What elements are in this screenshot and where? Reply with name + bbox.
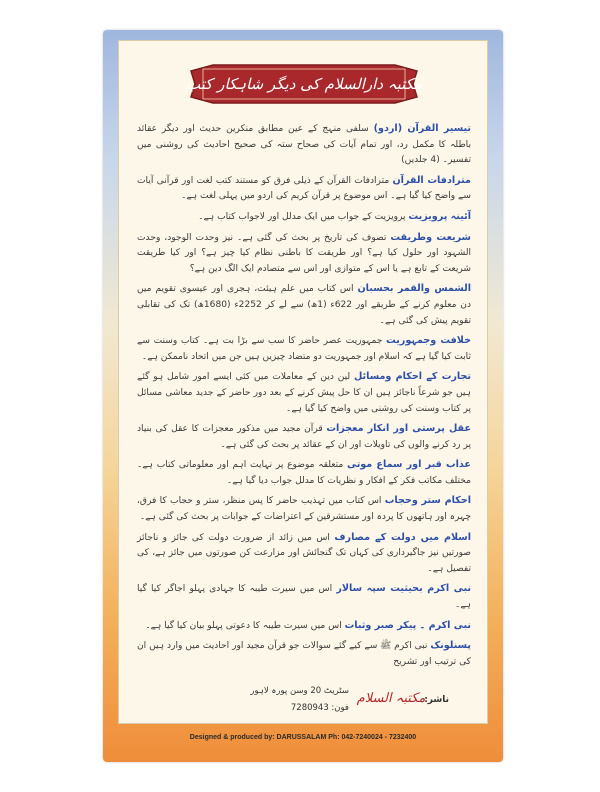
- design-credit: Designed & produced by: DARUSSALAM Ph: 042-7240024 - 7232400: [189, 734, 417, 741]
- book-entry: [137, 581, 471, 613]
- book-title: تجارت کے احکام ومسائل: [353, 371, 471, 383]
- book-title: احکام ستر وحجاب: [384, 495, 471, 507]
- book-description: مترادفات القرآن کے ذیلی فرق کو مستند کتب لغت اور قرآنی آیات سے واضح کیا گیا ہے۔ اس موضوع پر قرآن کریم کی اردو میں پہلی لغت ہے۔: [137, 175, 471, 202]
- book-entry: [137, 209, 471, 226]
- book-title: نبی اکرم بحیثیت سپہ سالار: [336, 583, 471, 595]
- title-banner: [185, 61, 423, 107]
- book-entry: [137, 333, 471, 365]
- book-title: عقل پرستی اور انکار معجزات: [326, 423, 471, 435]
- book-description: اس کتاب میں تہذیب حاضر کا پس منظر، ستر و حجاب کا فرق، چہرہ اور ہاتھوں کا پردہ اور مستشرقین کے اعتراضات کے جوابات پر بحث کی گئی ہے۔: [137, 496, 471, 523]
- book-back-cover: [103, 30, 503, 762]
- book-entry: [137, 457, 471, 489]
- book-entry: [137, 121, 471, 169]
- publisher-phone: فون: 7280943: [290, 703, 349, 713]
- publisher-label: ناشر:: [424, 695, 449, 705]
- book-description: سلفی منہج کے عین مطابق منکرین حدیث اور دیگر عقائد باطلہ کا مکمل رد، اور تمام آیات کی صحاح ستہ کی صحیح احادیث کی روشنی میں تفسیر۔ (4 جلدیں): [137, 124, 471, 166]
- book-description: اس میں سیرت طیبہ کا جہادی پہلو اجاگر کیا گیا ہے۔: [137, 584, 471, 611]
- book-description: اس میں سیرت طیبہ کا دعوتی پہلو بیان کیا گیا ہے۔: [145, 620, 342, 631]
- book-description: پرویزیت کے جواب میں ایک مدلل اور لاجواب کتاب ہے۔: [198, 211, 406, 222]
- book-description: جمہوریت عصر حاضر کا سب سے بڑا بت ہے۔ کتاب وسنت سے ثابت کیا گیا ہے کہ اسلام اور جمہوریت دو متضاد چیزیں ہیں جن میں اتحاد ناممکن ہے۔: [137, 336, 471, 362]
- book-entry: [137, 493, 471, 525]
- book-title: تیسیر القرآن (اردو): [373, 123, 471, 134]
- book-title: آئینہ پرویزیت: [408, 210, 471, 222]
- book-entry: [137, 230, 471, 278]
- book-entry: [137, 369, 471, 417]
- book-title: شریعت وطریقت: [390, 231, 471, 243]
- book-description: لین دین کے معاملات میں کئی ایسے امور شامل ہو گئے ہیں جو شرعاً ناجائز ہیں ان کا حل پیش کرنے کے بعد دور حاضر کے جدید معاشی مسائل پر کتاب وسنت کی روشنی میں واضح کیا گیا ہے۔: [137, 372, 471, 414]
- book-entry: [137, 638, 471, 670]
- book-title: نبی اکرم ۔ پیکر صبر وثبات: [344, 619, 471, 631]
- book-title: پسنلونک: [430, 640, 471, 652]
- publisher-block: [159, 681, 449, 729]
- book-description: تصوف کی تاریخ پر بحث کی گئی ہے۔ نیز وحدت الوجود، وحدت الشہود اور حلول کیا ہے؟ اور طریقت کا باطنی نظام کیا چیز ہے؟ اور کیا طریقت شریعت کے تابع ہے یا اس کے متوازی اور اس سے متصادم ایک الگ دین ہے؟: [137, 232, 471, 274]
- book-description: نبی اکرم ﷺ سے کیے گئے سوالات جو قرآن مجید اور احادیث میں وارد ہیں ان کی ترتیب اور تشریح: [137, 641, 471, 667]
- publisher-address: سٹریٹ 20 وسن پورہ لاہور: [250, 686, 349, 696]
- book-entry: [137, 281, 471, 329]
- book-entry: [137, 618, 471, 635]
- book-description: اس کتاب میں علم ہیئت، ہجری اور عیسوی تقویم میں دن معلوم کرنے کے طریقے اور 622ء (1ھ) سے لے کر 2252ء (1680ھ) تک کی تقابلی تقویم پیش کی گئی ہے۔: [137, 284, 472, 326]
- book-entry: [137, 421, 471, 453]
- book-title: اسلام میں دولت کے مصارف: [334, 531, 471, 543]
- book-description: متعلقہ موضوع پر نہایت اہم اور معلوماتی کتاب ہے۔ مختلف مکاتب فکر کے افکار و نظریات کا مدلل جواب دیا گیا ہے۔: [137, 460, 471, 486]
- book-description: اس میں زائد از ضرورت دولت کی جائز و ناجائز صورتیں نیز جاگیرداری کی کہاں تک گنجائش اور مزارعت کن صورتوں میں جائز ہے، کی تفصیل ہے۔: [137, 532, 471, 574]
- book-entry: [137, 530, 471, 578]
- banner-title: مکتبہ دارالسلام کی دیگر شاہکار کتب: [186, 75, 422, 93]
- book-list: [137, 121, 471, 674]
- book-title: عذاب قبر اور سماع موتی: [346, 459, 471, 471]
- book-description: قرآن مجید میں مذکور معجزات کا عقل کی بنیاد پر رد کرنے والوں کی تاویلات اور ان کے عقائد پر بحث کی گئی ہے۔: [137, 424, 471, 450]
- book-title: مترادفات القرآن: [392, 174, 471, 186]
- book-title: الشمس والقمر بحسبان: [357, 283, 471, 295]
- book-entry: [137, 173, 471, 205]
- content-panel: [118, 40, 488, 724]
- publisher-logo: مکتبہ السلام: [356, 690, 426, 706]
- book-title: خلافت وجمہوریت: [386, 335, 471, 347]
